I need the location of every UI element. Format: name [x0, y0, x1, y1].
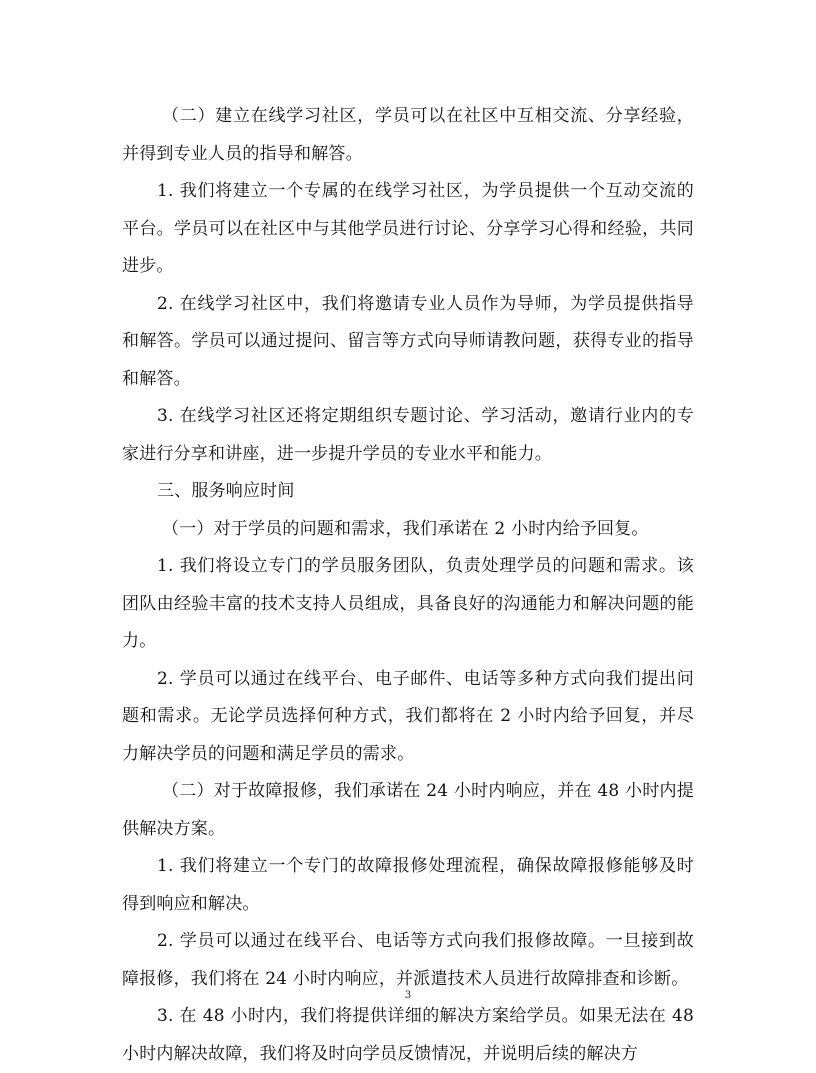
paragraph-item-1: 1. 我们将建立一个专门的故障报修处理流程，确保故障报修能够及时得到响应和解决。 — [122, 856, 694, 914]
paragraph-item-2: 2. 学员可以通过在线平台、电子邮件、电话等多种方式向我们提出问题和需求。无论学员选择何种方式，我们都将在 2 小时内给予回复，并尽力解决学员的问题和满足学员的需求。 — [122, 668, 694, 764]
page-number: 3 — [404, 990, 412, 1001]
document-body — [122, 98, 694, 1073]
paragraph-section-3-2: （二）对于故障报修，我们承诺在 24 小时内响应，并在 48 小时内提供解决方案。 — [122, 781, 694, 839]
paragraph-item-2: 2. 在线学习社区中，我们将邀请专业人员作为导师，为学员提供指导和解答。学员可以通过提问、留言等方式向导师请教问题，获得专业的指导和解答。 — [122, 293, 694, 389]
paragraph-item-2: 2. 学员可以通过在线平台、电话等方式向我们报修故障。一旦接到故障报修，我们将在 24 小时内响应，并派遣技术人员进行故障排查和诊断。 — [122, 931, 694, 989]
paragraph-section-3-1: （一）对于学员的问题和需求，我们承诺在 2 小时内给予回复。 — [162, 518, 649, 539]
paragraph-item-1: 1. 我们将设立专门的学员服务团队，负责处理学员的问题和需求。该团队由经验丰富的技术支持人员组成，具备良好的沟通能力和解决问题的能力。 — [122, 556, 694, 651]
paragraph-section-2-2: （二）建立在线学习社区，学员可以在社区中互相交流、分享经验，并得到专业人员的指导和解答。 — [122, 106, 694, 164]
paragraph-item-3: 3. 在 48 小时内，我们将提供详细的解决方案给学员。如果无法在 48 小时内解决故障，我们将及时向学员反馈情况，并说明后续的解决方 — [122, 1006, 694, 1064]
paragraph-item-1: 1. 我们将建立一个专属的在线学习社区，为学员提供一个互动交流的平台。学员可以在社区中与其他学员进行讨论、分享学习心得和经验，共同进步。 — [122, 181, 694, 276]
section-heading-3: 三、服务响应时间 — [157, 481, 295, 501]
paragraph-item-3: 3. 在线学习社区还将定期组织专题讨论、学习活动，邀请行业内的专家进行分享和讲座，进一步提升学员的专业水平和能力。 — [122, 406, 694, 464]
